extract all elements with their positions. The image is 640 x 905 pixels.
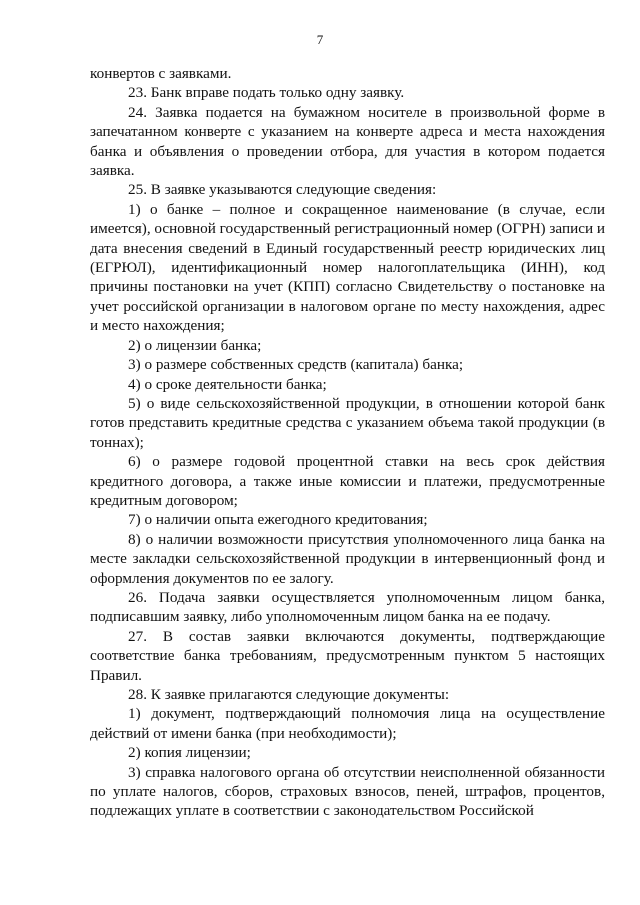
paragraph-continuation: конвертов с заявками. xyxy=(90,65,232,82)
list-item-25-2: 2) о лицензии банка; xyxy=(128,336,262,354)
paragraph-item-28: 28. К заявке прилагаются следующие документы: xyxy=(128,686,450,703)
list-item-25-8: 8) о наличии возможности присутствия уполномоченного лица банка на месте закладки сельскохозяйственной продукции в интервенционный фонд и оформления документов по ее залогу. xyxy=(90,530,605,587)
list-item-28-3: 3) справка налогового органа об отсутствии неисполненной обязанности по уплате налогов, сборов, страховых взносов, пеней, штрафов, процентов, подлежащих уплате в соответствии с законодательством Российской xyxy=(90,763,605,820)
list-item-25-1: 1) о банке – полное и сокращенное наименование (в случае, если имеется), основной государственный регистрационный номер (ОГРН) записи и дата внесения сведений в Единый государственный реестр юридических лиц (ЕГРЮЛ), идентификационный номер налогоплательщика (ИНН), код причины постановки на учет (КПП) согласно Свидетельству о постановке на учет российской организации в налоговом органе по месту нахождения, адрес и место нахождения; xyxy=(90,200,605,335)
page-number: 7 xyxy=(316,32,324,47)
paragraph-item-23: 23. Банк вправе подать только одну заявку. xyxy=(128,84,405,102)
list-item-25-6: 6) о размере годовой процентной ставки на весь срок действия кредитного договора, а также иные комиссии и платежи, предусмотренные кредитным договором; xyxy=(90,453,605,509)
paragraph-item-24: 24. Заявка подается на бумажном носителе в произвольной форме в запечатанном конверте с указанием на конверте адреса и места нахождения банка и объявления о проведении отбора, для участия в котором подается заявка. xyxy=(90,103,605,180)
list-item-25-4: 4) о сроке деятельности банка; xyxy=(128,375,327,393)
list-item-25-7: 7) о наличии опыта ежегодного кредитования; xyxy=(128,511,428,529)
paragraph-item-26: 26. Подача заявки осуществляется уполномоченным лицом банка, подписавшим заявку, либо уполномоченным лицом банка на ее подачу. xyxy=(90,588,605,626)
paragraph-item-25: 25. В заявке указываются следующие сведения: xyxy=(128,181,437,199)
paragraph-item-27: 27. В состав заявки включаются документы, подтверждающие соответствие банка требованиям, предусмотренным пунктом 5 настоящих Правил. xyxy=(90,627,605,684)
list-item-25-3: 3) о размере собственных средств (капитала) банка; xyxy=(128,356,464,374)
list-item-25-5: 5) о виде сельскохозяйственной продукции, в отношении которой банк готов представить кредитные средства с указанием объема такой продукции (в тоннах); xyxy=(90,394,605,451)
document-body xyxy=(90,64,605,821)
list-item-28-2: 2) копия лицензии; xyxy=(128,744,251,762)
list-item-28-1: 1) документ, подтверждающий полномочия лица на осуществление действий от имени банка (при необходимости); xyxy=(90,705,605,742)
